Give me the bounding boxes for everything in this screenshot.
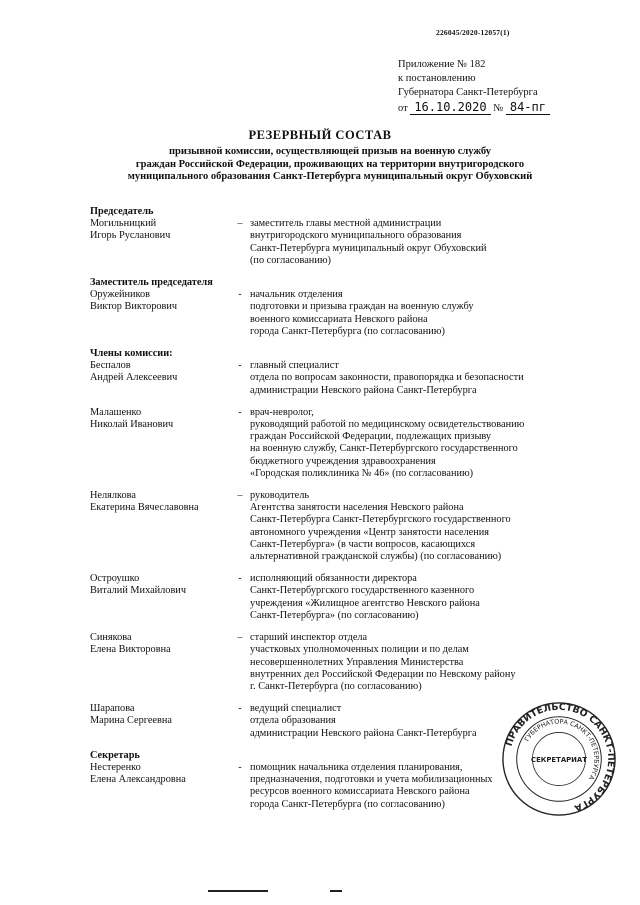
member-name bbox=[90, 762, 230, 811]
seal-graphic bbox=[500, 700, 618, 818]
position-line: начальник отделения bbox=[250, 289, 343, 301]
appendix-date: 16.10.2020 bbox=[410, 100, 490, 115]
appendix-line: Губернатора Санкт-Петербурга bbox=[398, 87, 538, 98]
member-position bbox=[250, 289, 610, 338]
dash-separator: - bbox=[238, 703, 242, 715]
position-line: несовершеннолетних Управления Министерства bbox=[250, 656, 464, 668]
member-given-names: Виктор Викторович bbox=[90, 301, 178, 313]
member-surname: Остроушко bbox=[90, 573, 140, 585]
member-name bbox=[90, 360, 230, 397]
position-line: альтернативной гражданской службы) (по согласованию) bbox=[250, 551, 502, 563]
position-line: военного комиссариата Невского района bbox=[250, 313, 428, 325]
member-position bbox=[250, 360, 610, 397]
appendix-date-line bbox=[398, 100, 550, 116]
member-surname: Нестеренко bbox=[90, 761, 141, 773]
member-surname: Оружейников bbox=[90, 289, 151, 301]
position-line: предназначения, подготовки и учета мобилизационных bbox=[250, 774, 493, 786]
footer-rule bbox=[330, 890, 342, 892]
position-line: ресурсов военного комиссариата Невского района bbox=[250, 786, 470, 798]
member-entry bbox=[90, 573, 610, 622]
position-line: Санкт-Петербурга» (по согласованию) bbox=[250, 609, 419, 621]
member-name bbox=[90, 289, 230, 338]
dash-separator: – bbox=[237, 218, 243, 230]
member-entry bbox=[90, 289, 610, 338]
position-line: исполняющий обязанности директора bbox=[250, 573, 417, 585]
position-line: Санкт-Петербурга муниципальный округ Обуховский bbox=[250, 242, 487, 254]
member-given-names: Марина Сергеевна bbox=[90, 715, 172, 727]
position-line: (по согласованию) bbox=[250, 254, 331, 266]
position-line: Санкт-Петербургского государственного казенного bbox=[250, 585, 475, 597]
seal-inner-text: ГУБЕРНАТОРА САНКТ-ПЕТЕРБУРГА bbox=[522, 717, 601, 782]
section-secretary-heading: Секретарь bbox=[90, 749, 140, 761]
position-line: бюджетного учреждения здравоохранения bbox=[250, 455, 436, 467]
position-line: ведущий специалист bbox=[250, 703, 342, 715]
dash-separator: – bbox=[237, 490, 243, 502]
position-line: главный специалист bbox=[250, 360, 339, 372]
dash-separator: - bbox=[238, 573, 242, 585]
position-line: отдела образования bbox=[250, 715, 336, 727]
member-entry bbox=[90, 360, 610, 397]
position-line: старший инспектор отдела bbox=[250, 632, 368, 644]
position-line: г. Санкт-Петербурга (по согласованию) bbox=[250, 680, 422, 692]
appendix-line: к постановлению bbox=[398, 73, 476, 84]
position-line: администрации Невского района Санкт-Петербурга bbox=[250, 727, 477, 739]
position-line: «Городская поликлиника № 46» (по согласованию) bbox=[250, 467, 474, 479]
dash-separator: - bbox=[238, 289, 242, 301]
position-line: отдела по вопросам законности, правопорядка и безопасности bbox=[250, 372, 524, 384]
seal-center-text: СЕКРЕТАРИАТ bbox=[531, 755, 587, 764]
member-surname: Могильницкий bbox=[90, 218, 157, 230]
member-name bbox=[90, 407, 230, 480]
position-line: внутригородского муниципального образования bbox=[250, 230, 462, 242]
section-deputy-heading: Заместитель председателя bbox=[90, 277, 213, 289]
member-given-names: Игорь Русланович bbox=[90, 230, 171, 242]
dash-separator: - bbox=[238, 761, 242, 773]
position-line: врач-невролог, bbox=[250, 406, 314, 418]
position-line: участковых уполномоченных полиции и по делам bbox=[250, 644, 469, 656]
document-title: РЕЗЕРВНЫЙ СОСТАВ bbox=[248, 128, 392, 142]
member-given-names: Виталий Михайлович bbox=[90, 585, 186, 597]
member-name bbox=[90, 632, 230, 693]
member-entry bbox=[90, 407, 610, 480]
position-line: граждан Российской Федерации, подлежащих призыву bbox=[250, 431, 492, 443]
seal-outer-text: ПРАВИТЕЛЬСТВО САНКТ-ПЕТЕРБУРГА bbox=[503, 701, 617, 814]
member-given-names: Екатерина Вячеславовна bbox=[90, 502, 199, 514]
subtitle-line: муниципального образования Санкт-Петербурга муниципальный округ Обуховский bbox=[127, 171, 533, 182]
position-line: Агентства занятости населения Невского района bbox=[250, 502, 464, 514]
position-line: администрации Невского района Санкт-Петербурга bbox=[250, 384, 477, 396]
position-line: руководитель bbox=[250, 490, 310, 502]
member-surname: Нелялкова bbox=[90, 490, 136, 502]
member-entry bbox=[90, 632, 610, 693]
member-name bbox=[90, 573, 230, 622]
from-label: от bbox=[398, 103, 408, 114]
appendix-number: 84-пг bbox=[506, 100, 550, 115]
member-position bbox=[250, 218, 610, 267]
subtitle-line: призывной комиссии, осуществляющей призыв на военную службу bbox=[169, 146, 491, 157]
member-name bbox=[90, 218, 230, 267]
dash-separator: - bbox=[238, 406, 242, 418]
member-given-names: Елена Викторовна bbox=[90, 644, 171, 656]
position-line: города Санкт-Петербурга (по согласованию) bbox=[250, 798, 445, 810]
member-given-names: Елена Александровна bbox=[90, 774, 186, 786]
member-entry bbox=[90, 490, 610, 563]
position-line: внутренних дел Российской Федерации по Невскому району bbox=[250, 668, 516, 680]
position-line: на военную службу, Санкт-Петербургского государственного bbox=[250, 443, 518, 455]
member-position bbox=[250, 490, 610, 563]
member-surname: Синякова bbox=[90, 632, 132, 644]
member-position bbox=[250, 632, 610, 693]
position-line: подготовки и призыва граждан на военную службу bbox=[250, 301, 474, 313]
subtitle-line: граждан Российской Федерации, проживающих на территории внутригородского bbox=[135, 158, 525, 170]
member-given-names: Николай Иванович bbox=[90, 419, 174, 431]
official-seal-stamp bbox=[500, 700, 618, 818]
position-line: заместитель главы местной администрации bbox=[250, 218, 442, 230]
member-name bbox=[90, 490, 230, 563]
dash-separator: - bbox=[238, 360, 242, 372]
section-members-heading: Члены комиссии: bbox=[90, 348, 173, 360]
member-entry bbox=[90, 218, 610, 267]
member-surname: Шарапова bbox=[90, 703, 135, 715]
footer-rule bbox=[208, 890, 268, 892]
appendix-block bbox=[398, 58, 550, 116]
member-position bbox=[250, 407, 610, 480]
member-surname: Беспалов bbox=[90, 360, 131, 372]
member-name bbox=[90, 703, 230, 740]
position-line: Санкт-Петербурга Санкт-Петербургского государственного bbox=[250, 514, 511, 526]
number-label: № bbox=[493, 103, 504, 114]
dash-separator: – bbox=[237, 632, 243, 644]
member-given-names: Андрей Алексеевич bbox=[90, 372, 178, 384]
member-position bbox=[250, 573, 610, 622]
member-surname: Малашенко bbox=[90, 406, 142, 418]
position-line: руководящий работой по медицинскому освидетельствованию bbox=[250, 419, 525, 431]
position-line: учреждения «Жилищное агентство Невского района bbox=[250, 597, 480, 609]
position-line: помощник начальника отделения планирования, bbox=[250, 761, 463, 773]
document-registration-number: 226045/2020-12057(1) bbox=[436, 28, 510, 37]
position-line: города Санкт-Петербурга (по согласованию) bbox=[250, 325, 445, 337]
section-chair-heading: Председатель bbox=[90, 206, 154, 217]
position-line: Санкт-Петербурга» (в части вопросов, касающихся bbox=[250, 538, 476, 550]
document-subtitle bbox=[60, 146, 600, 184]
appendix-line: Приложение № 182 bbox=[398, 59, 486, 70]
position-line: автономного учреждения «Центр занятости населения bbox=[250, 526, 489, 538]
